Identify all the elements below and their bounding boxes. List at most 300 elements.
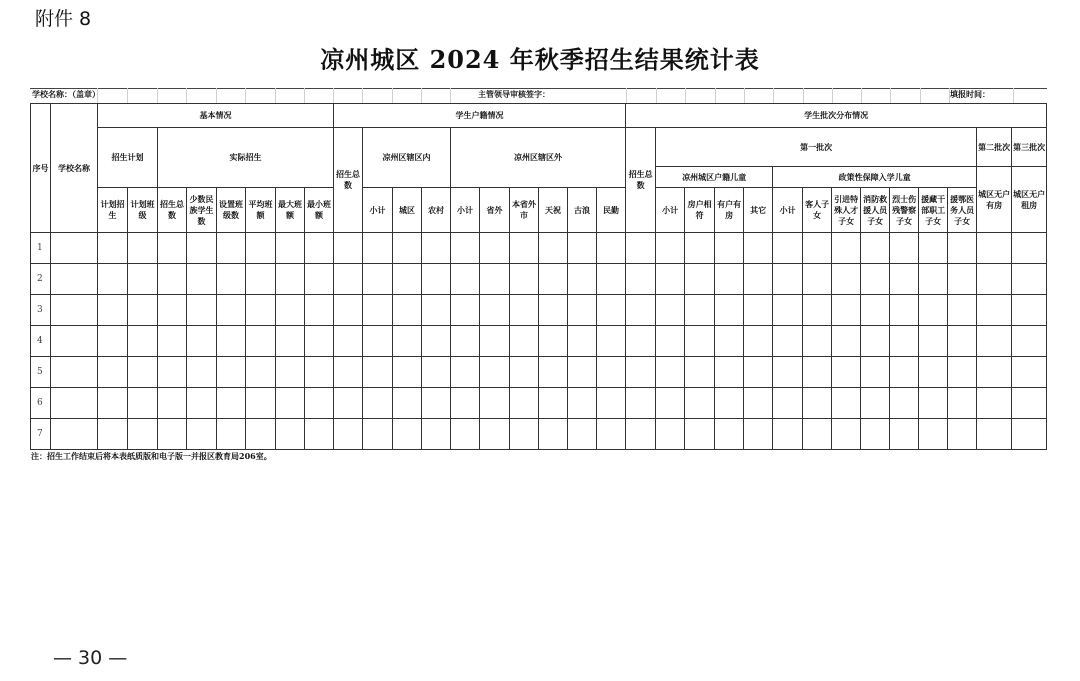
table-cell[interactable] — [948, 419, 977, 450]
table-cell[interactable] — [98, 419, 128, 450]
table-cell[interactable] — [597, 295, 626, 326]
header-gulang: 古浪 — [568, 188, 597, 233]
table-cell[interactable] — [276, 295, 305, 326]
table-cell[interactable] — [98, 326, 128, 357]
table-cell[interactable] — [861, 295, 890, 326]
table-cell[interactable] — [480, 326, 510, 357]
table-cell[interactable] — [246, 357, 276, 388]
table-cell[interactable] — [128, 419, 158, 450]
table-cell[interactable] — [480, 264, 510, 295]
table-cell[interactable] — [246, 295, 276, 326]
table-cell[interactable] — [1012, 233, 1047, 264]
table-cell[interactable] — [363, 419, 393, 450]
table-cell[interactable] — [187, 419, 217, 450]
table-cell[interactable] — [539, 388, 568, 419]
header-batch: 学生批次分布情况 — [626, 104, 1047, 128]
header-other: 其它 — [744, 188, 773, 233]
table-cell[interactable] — [451, 233, 480, 264]
table-cell[interactable] — [451, 419, 480, 450]
table-cell[interactable] — [334, 264, 363, 295]
table-cell[interactable] — [187, 326, 217, 357]
table-cell[interactable] — [715, 264, 744, 295]
fill-time-label: 填报时间： — [950, 89, 990, 99]
row-number: 1 — [31, 233, 51, 264]
table-cell[interactable] — [568, 388, 597, 419]
table-cell[interactable] — [217, 357, 246, 388]
table-cell[interactable] — [919, 295, 948, 326]
table-cell[interactable] — [626, 295, 656, 326]
table-cell[interactable] — [51, 264, 98, 295]
header-policy-kids: 政策性保障入学儿童 — [773, 167, 977, 188]
table-cell[interactable] — [685, 233, 715, 264]
table-cell[interactable] — [861, 233, 890, 264]
table-cell[interactable] — [1012, 295, 1047, 326]
table-cell[interactable] — [715, 233, 744, 264]
table-cell[interactable] — [510, 233, 539, 264]
table-cell[interactable] — [422, 326, 451, 357]
table-cell[interactable] — [246, 419, 276, 450]
table-cell[interactable] — [948, 326, 977, 357]
table-cell[interactable] — [832, 326, 861, 357]
table-cell[interactable] — [977, 357, 1012, 388]
table-row — [31, 264, 1047, 295]
table-cell[interactable] — [305, 357, 334, 388]
table-cell[interactable] — [568, 357, 597, 388]
table-cell[interactable] — [597, 233, 626, 264]
header-medical-kids: 援鄂医务人员子女 — [948, 188, 977, 233]
table-cell[interactable] — [626, 357, 656, 388]
table-cell[interactable] — [890, 326, 919, 357]
table-cell[interactable] — [890, 295, 919, 326]
table-cell[interactable] — [832, 295, 861, 326]
header-actual: 实际招生 — [158, 128, 334, 188]
table-cell[interactable] — [98, 357, 128, 388]
table-cell[interactable] — [685, 357, 715, 388]
table-cell[interactable] — [363, 264, 393, 295]
table-cell[interactable] — [510, 388, 539, 419]
header-minqin: 民勤 — [597, 188, 626, 233]
table-cell[interactable] — [861, 357, 890, 388]
table-cell[interactable] — [276, 264, 305, 295]
table-cell[interactable] — [539, 233, 568, 264]
table-cell[interactable] — [51, 233, 98, 264]
table-cell[interactable] — [393, 326, 422, 357]
row-number: 4 — [31, 326, 51, 357]
table-cell[interactable] — [158, 357, 187, 388]
table-cell[interactable] — [98, 388, 128, 419]
header-in-district: 凉州区辖区内 — [363, 128, 451, 188]
table-cell[interactable] — [948, 388, 977, 419]
table-cell[interactable] — [568, 419, 597, 450]
table-cell[interactable] — [128, 357, 158, 388]
table-cell[interactable] — [363, 357, 393, 388]
table-cell[interactable] — [832, 357, 861, 388]
table-cell[interactable] — [363, 233, 393, 264]
table-cell[interactable] — [51, 326, 98, 357]
header-min-class: 最小班额 — [305, 188, 334, 233]
table-cell[interactable] — [656, 264, 685, 295]
table-cell[interactable] — [977, 326, 1012, 357]
table-cell[interactable] — [744, 357, 773, 388]
table-cell[interactable] — [334, 326, 363, 357]
table-cell[interactable] — [568, 295, 597, 326]
table-cell[interactable] — [773, 233, 803, 264]
table-cell[interactable] — [363, 388, 393, 419]
table-row — [31, 295, 1047, 326]
table-cell[interactable] — [626, 388, 656, 419]
table-cell[interactable] — [568, 264, 597, 295]
table-cell[interactable] — [919, 419, 948, 450]
table-cell[interactable] — [890, 357, 919, 388]
table-cell[interactable] — [422, 264, 451, 295]
table-cell[interactable] — [98, 233, 128, 264]
table-row — [31, 326, 1047, 357]
table-cell[interactable] — [715, 388, 744, 419]
table-cell[interactable] — [422, 388, 451, 419]
table-cell[interactable] — [305, 233, 334, 264]
header-martyr-kids: 烈士伤残警察子女 — [890, 188, 919, 233]
table-cell[interactable] — [919, 264, 948, 295]
table-cell[interactable] — [128, 233, 158, 264]
table-cell[interactable] — [1012, 419, 1047, 450]
table-cell[interactable] — [246, 264, 276, 295]
attachment-label: 附件 8 — [35, 8, 92, 30]
leader-sign-label: 主管领导审核签字： — [478, 89, 550, 99]
header-minority: 少数民族学生数 — [187, 188, 217, 233]
row-number: 2 — [31, 264, 51, 295]
table-cell[interactable] — [363, 326, 393, 357]
row-number: 3 — [31, 295, 51, 326]
row-number: 6 — [31, 388, 51, 419]
table-cell[interactable] — [1012, 264, 1047, 295]
header-classes-set: 设置班级数 — [217, 188, 246, 233]
header-basic: 基本情况 — [98, 104, 334, 128]
table-cell[interactable] — [128, 295, 158, 326]
table-cell[interactable] — [744, 264, 773, 295]
table-cell[interactable] — [480, 295, 510, 326]
table-cell[interactable] — [187, 233, 217, 264]
table-cell[interactable] — [715, 295, 744, 326]
table-cell[interactable] — [685, 264, 715, 295]
table-cell[interactable] — [597, 419, 626, 450]
table-cell[interactable] — [890, 388, 919, 419]
table-cell[interactable] — [393, 233, 422, 264]
table-cell[interactable] — [832, 388, 861, 419]
table-cell[interactable] — [51, 295, 98, 326]
table-cell[interactable] — [803, 264, 832, 295]
table-cell[interactable] — [861, 419, 890, 450]
table-cell[interactable] — [685, 388, 715, 419]
header-lz-subtotal: 小计 — [656, 188, 685, 233]
table-cell[interactable] — [919, 388, 948, 419]
table-cell[interactable] — [861, 388, 890, 419]
header-seq: 序号 — [31, 104, 51, 233]
table-cell[interactable] — [187, 264, 217, 295]
header-out-province: 省外 — [480, 188, 510, 233]
table-cell[interactable] — [246, 233, 276, 264]
table-cell[interactable] — [246, 388, 276, 419]
table-cell[interactable] — [773, 419, 803, 450]
table-cell[interactable] — [597, 264, 626, 295]
table-cell[interactable] — [744, 326, 773, 357]
table-cell[interactable] — [597, 388, 626, 419]
table-cell[interactable] — [948, 264, 977, 295]
table-cell[interactable] — [685, 295, 715, 326]
table-row — [31, 233, 1047, 264]
header-school-name: 学校名称 — [51, 104, 98, 233]
header-plan-enroll: 计划招生 — [98, 188, 128, 233]
table-cell[interactable] — [51, 388, 98, 419]
table-cell[interactable] — [715, 419, 744, 450]
table-cell[interactable] — [158, 264, 187, 295]
header-plan: 招生计划 — [98, 128, 158, 188]
table-cell[interactable] — [715, 357, 744, 388]
table-cell[interactable] — [393, 419, 422, 450]
header-rescue-kids: 消防救援人员子女 — [861, 188, 890, 233]
table-cell[interactable] — [803, 233, 832, 264]
table-cell[interactable] — [656, 388, 685, 419]
table-body — [31, 233, 1047, 450]
table-cell[interactable] — [626, 419, 656, 450]
header-rural: 农村 — [422, 188, 451, 233]
header-house-same: 房户相符 — [685, 188, 715, 233]
table-cell[interactable] — [773, 357, 803, 388]
header-total-enroll-2: 招生总数 — [626, 128, 656, 233]
table-cell[interactable] — [656, 419, 685, 450]
table-cell[interactable] — [422, 295, 451, 326]
table-cell[interactable] — [393, 357, 422, 388]
table-cell[interactable] — [685, 419, 715, 450]
table-cell[interactable] — [539, 295, 568, 326]
school-name-label: 学校名称：（盖章） — [32, 89, 100, 99]
table-cell[interactable] — [744, 295, 773, 326]
table-cell[interactable] — [128, 264, 158, 295]
table-cell[interactable] — [334, 295, 363, 326]
header-household: 学生户籍情况 — [334, 104, 626, 128]
table-cell[interactable] — [305, 264, 334, 295]
table-cell[interactable] — [685, 326, 715, 357]
table-cell[interactable] — [51, 357, 98, 388]
header-out-district: 凉州区辖区外 — [451, 128, 626, 188]
header-tianzhu: 天祝 — [539, 188, 568, 233]
table-row — [31, 388, 1047, 419]
table-cell[interactable] — [890, 233, 919, 264]
table-row — [31, 419, 1047, 450]
table-cell[interactable] — [715, 326, 744, 357]
header-urban: 城区 — [393, 188, 422, 233]
table-cell[interactable] — [451, 326, 480, 357]
table-cell[interactable] — [656, 326, 685, 357]
table-cell[interactable] — [919, 326, 948, 357]
table-cell[interactable] — [217, 326, 246, 357]
table-cell[interactable] — [510, 264, 539, 295]
table-cell[interactable] — [510, 326, 539, 357]
row-number: 7 — [31, 419, 51, 450]
table-cell[interactable] — [480, 419, 510, 450]
table-cell[interactable] — [977, 388, 1012, 419]
table-cell[interactable] — [422, 233, 451, 264]
table-cell[interactable] — [276, 357, 305, 388]
header-avg-class: 平均班额 — [246, 188, 276, 233]
table-cell[interactable] — [539, 264, 568, 295]
table-cell[interactable] — [305, 326, 334, 357]
table-cell[interactable] — [803, 357, 832, 388]
table-cell[interactable] — [597, 357, 626, 388]
header-in-subtotal: 小计 — [363, 188, 393, 233]
table-cell[interactable] — [861, 264, 890, 295]
table-cell[interactable] — [334, 419, 363, 450]
table-cell[interactable] — [1012, 326, 1047, 357]
table-cell[interactable] — [832, 233, 861, 264]
table-cell[interactable] — [158, 419, 187, 450]
table-cell[interactable] — [422, 357, 451, 388]
table-cell[interactable] — [334, 388, 363, 419]
table-cell[interactable] — [773, 295, 803, 326]
table-cell[interactable] — [597, 326, 626, 357]
table-cell[interactable] — [158, 326, 187, 357]
table-cell[interactable] — [393, 388, 422, 419]
table-cell[interactable] — [1012, 388, 1047, 419]
table-cell[interactable] — [977, 264, 1012, 295]
table-cell[interactable] — [451, 388, 480, 419]
table-cell[interactable] — [305, 388, 334, 419]
table-cell[interactable] — [98, 264, 128, 295]
table-cell[interactable] — [158, 388, 187, 419]
table-cell[interactable] — [656, 357, 685, 388]
header-liangzhou-kids: 凉州城区户籍儿童 — [656, 167, 773, 188]
header-max-class: 最大班额 — [276, 188, 305, 233]
table-cell[interactable] — [187, 295, 217, 326]
footnote: 注：招生工作结束后将本表纸质版和电子版一并报区教育局206室。 — [31, 451, 272, 461]
table-cell[interactable] — [539, 326, 568, 357]
table-cell[interactable] — [919, 233, 948, 264]
table-cell[interactable] — [803, 419, 832, 450]
table-cell[interactable] — [276, 233, 305, 264]
table-cell[interactable] — [890, 419, 919, 450]
table-cell[interactable] — [890, 264, 919, 295]
table-cell[interactable] — [744, 419, 773, 450]
table-cell[interactable] — [158, 233, 187, 264]
table-cell[interactable] — [217, 264, 246, 295]
table-cell[interactable] — [217, 295, 246, 326]
table-cell[interactable] — [480, 233, 510, 264]
table-cell[interactable] — [510, 419, 539, 450]
table-cell[interactable] — [773, 264, 803, 295]
header-out-subtotal: 小计 — [451, 188, 480, 233]
page-title: 凉州城区 2024 年秋季招生结果统计表 — [320, 45, 760, 74]
table-cell[interactable] — [803, 388, 832, 419]
table-cell[interactable] — [158, 295, 187, 326]
table-cell[interactable] — [919, 357, 948, 388]
table-cell[interactable] — [334, 233, 363, 264]
table-cell[interactable] — [773, 388, 803, 419]
table-cell[interactable] — [803, 326, 832, 357]
table-cell[interactable] — [977, 419, 1012, 450]
table-cell[interactable] — [510, 357, 539, 388]
header-policy-subtotal: 小计 — [773, 188, 803, 233]
header-has-house: 有户有房 — [715, 188, 744, 233]
table-cell[interactable] — [128, 326, 158, 357]
table-row — [31, 357, 1047, 388]
table-cell[interactable] — [217, 419, 246, 450]
table-cell[interactable] — [773, 326, 803, 357]
table-cell[interactable] — [305, 295, 334, 326]
header-guest-kids: 客人子女 — [803, 188, 832, 233]
header-plan-classes: 计划班级 — [128, 188, 158, 233]
table-cell[interactable] — [305, 419, 334, 450]
table-cell[interactable] — [977, 295, 1012, 326]
header-tibet-kids: 援藏干部职工子女 — [919, 188, 948, 233]
table-cell[interactable] — [393, 295, 422, 326]
table-cell[interactable] — [480, 357, 510, 388]
table-cell[interactable] — [626, 233, 656, 264]
table-cell[interactable] — [451, 264, 480, 295]
table-cell[interactable] — [363, 295, 393, 326]
table-cell[interactable] — [568, 233, 597, 264]
table-cell[interactable] — [744, 388, 773, 419]
table-cell[interactable] — [626, 264, 656, 295]
table-cell[interactable] — [422, 419, 451, 450]
table-cell[interactable] — [510, 295, 539, 326]
table-cell[interactable] — [276, 388, 305, 419]
info-bar — [30, 88, 1047, 103]
table-cell[interactable] — [276, 419, 305, 450]
table-cell[interactable] — [948, 233, 977, 264]
header-talent-kids: 引进特殊人才子女 — [832, 188, 861, 233]
table-cell[interactable] — [803, 295, 832, 326]
table-cell[interactable] — [187, 388, 217, 419]
table-cell[interactable] — [451, 357, 480, 388]
header-in-province: 本省外市 — [510, 188, 539, 233]
table-cell[interactable] — [217, 388, 246, 419]
table-cell[interactable] — [217, 233, 246, 264]
table-cell[interactable] — [656, 233, 685, 264]
table-cell[interactable] — [334, 357, 363, 388]
table-cell[interactable] — [539, 357, 568, 388]
table-cell[interactable] — [656, 295, 685, 326]
header-total-enroll-1: 招生总数 — [334, 128, 363, 233]
header-third-batch: 第三批次 — [1012, 128, 1047, 167]
table-cell[interactable] — [744, 233, 773, 264]
table-cell[interactable] — [480, 388, 510, 419]
table-cell[interactable] — [246, 326, 276, 357]
table-cell[interactable] — [276, 326, 305, 357]
header-first-batch: 第一批次 — [656, 128, 977, 167]
table-cell[interactable] — [51, 419, 98, 450]
row-number: 5 — [31, 357, 51, 388]
table-cell[interactable] — [626, 326, 656, 357]
table-cell[interactable] — [98, 295, 128, 326]
header-second-batch: 第二批次 — [977, 128, 1012, 167]
table-cell[interactable] — [1012, 357, 1047, 388]
table-cell[interactable] — [393, 264, 422, 295]
table-cell[interactable] — [948, 295, 977, 326]
table-cell[interactable] — [832, 264, 861, 295]
table-cell[interactable] — [977, 233, 1012, 264]
statistics-table — [30, 103, 1047, 450]
table-cell[interactable] — [832, 419, 861, 450]
table-cell[interactable] — [948, 357, 977, 388]
table-cell[interactable] — [861, 326, 890, 357]
table-cell[interactable] — [128, 388, 158, 419]
page-number: — 30 — — [53, 647, 128, 669]
table-cell[interactable] — [568, 326, 597, 357]
table-cell[interactable] — [451, 295, 480, 326]
header-no-house-rent: 城区无户租房 — [1012, 167, 1047, 233]
table-cell[interactable] — [187, 357, 217, 388]
header-no-house-has-house: 城区无户有房 — [977, 167, 1012, 233]
table-cell[interactable] — [539, 419, 568, 450]
